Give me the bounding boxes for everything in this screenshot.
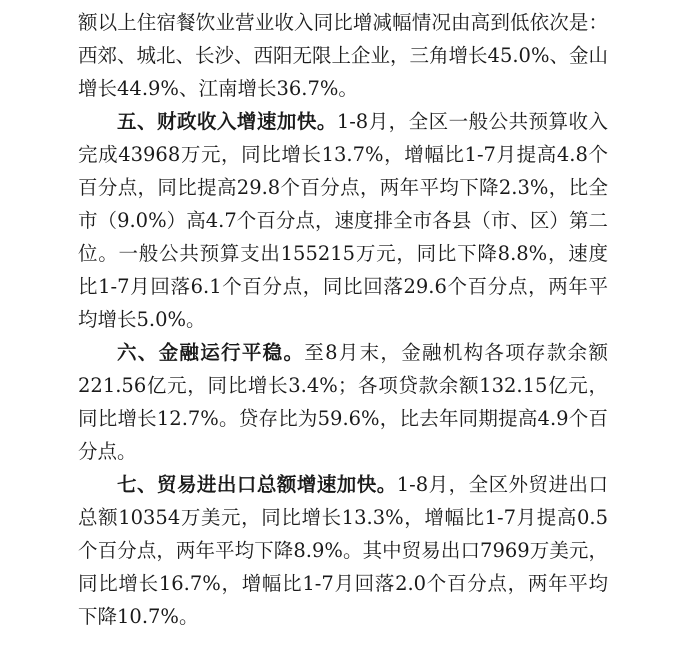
- section-heading: 五、财政收入增速加快。: [117, 110, 337, 133]
- paragraph-body: 1-8月，全区一般公共预算收入完成43968万元，同比增长13.7%，增幅比1-7月提高4.8个百分点，同比提高29.8个百分点，两年平均下降2.3%，比全市（9.0%）高4.7个百分点，速度排全市各县（市、区）第二位。一般公共预算支出155215万元，同比下降8.8%，速度比1-7月回落6.1个百分点，同比回落29.6个百分点，两年平均增长5.0%。: [78, 110, 608, 331]
- paragraph-body: 额以上住宿餐饮业营业收入同比增减幅情况由高到低依次是：西郊、城北、长沙、西阳无限上企业，三角增长45.0%、金山增长44.9%、江南增长36.7%。: [78, 11, 608, 100]
- paragraph-body: 至8月末，金融机构各项存款余额221.56亿元，同比增长3.4%；各项贷款余额132.15亿元，同比增长12.7%。贷存比为59.6%，比去年同期提高4.9个百分点。: [78, 341, 608, 463]
- paragraph-trade: [78, 468, 608, 633]
- section-heading: 六、金融运行平稳。: [117, 341, 305, 364]
- document-page: [78, 6, 608, 633]
- section-heading: 七、贸易进出口总额增速加快。: [117, 473, 397, 496]
- paragraph-body: 1-8月，全区外贸进出口总额10354万美元，同比增长13.3%，增幅比1-7月提高0.5个百分点，两年平均下降8.9%。其中贸易出口7969万美元，同比增长16.7%，增幅比1-7月回落2.0个百分点，两年平均下降10.7%。: [78, 473, 608, 628]
- paragraph-finance: [78, 336, 608, 468]
- paragraph-fiscal-revenue: [78, 105, 608, 336]
- paragraph-continuation: [78, 6, 608, 105]
